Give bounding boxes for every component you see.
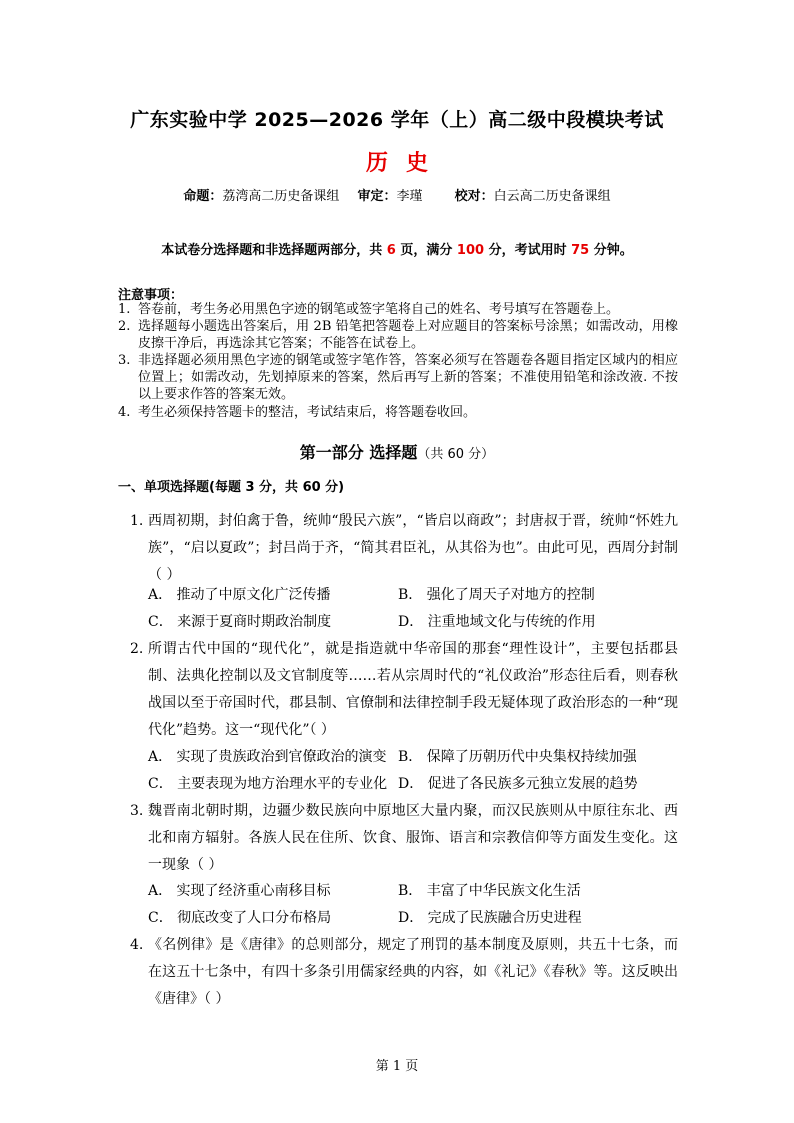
exam-title: 广东实验中学 2025—2026 学年（上）高二级中段模块考试 [130, 109, 664, 131]
notice-item-number: 1. [118, 302, 131, 317]
section-title [0, 440, 794, 463]
intro-text: 分，考试用时 [488, 243, 567, 258]
question-stem: 魏晋南北朝时期，边疆少数民族向中原地区大量内聚，而汉民族则从中原往东北、西北和南方辐射。各族人民在住所、饮食、服饰、语言和宗教信仰等方面发生变化。这一现象（ ） [148, 803, 678, 873]
credit-value-author: 荔湾高二历史备课组 [222, 189, 340, 204]
question [130, 798, 678, 879]
credit-label-reviewer: 审定： [357, 189, 397, 204]
question [130, 932, 678, 1013]
notice-heading: 注意事项： [118, 288, 184, 303]
intro-text: 本试卷分选择题和非选择题两部分，共 [161, 243, 383, 258]
credits-line [0, 185, 794, 204]
option-c[interactable]: C． 彻底改变了人口分布格局 [148, 910, 332, 926]
credit-label-author: 命题： [183, 189, 223, 204]
credit-value-proofreader: 白云高二历史备课组 [493, 189, 611, 204]
question [130, 636, 678, 744]
section-title-text: 第一部分 选择题 [299, 443, 418, 462]
notice-item [118, 404, 678, 421]
option-c[interactable]: C． 主要表现为地方治理水平的专业化 [148, 776, 388, 792]
intro-text: 页，满分 [400, 243, 453, 258]
question-stem: 西周初期，封伯禽于鲁，统帅“殷民六族”，“皆启以商政”；封唐叔于晋，统帅“怀姓九族”，“启以夏政”；封吕尚于齐，“简其君臣礼，从其俗为也”。由此可见，西周分封制（ ） [148, 513, 678, 583]
intro-text: 分钟。 [593, 243, 633, 258]
page-number: 第 1 页 [375, 1059, 419, 1074]
option-a[interactable]: A． 实现了贵族政治到官僚政治的演变 [148, 749, 387, 765]
subject-title: 历史 [365, 151, 446, 176]
option-d[interactable]: D． 促进了各民族多元独立发展的趋势 [398, 776, 638, 792]
option-b[interactable]: B． 丰富了中华民族文化生活 [398, 883, 581, 899]
notice-item-number: 2. [118, 319, 131, 334]
option-d[interactable]: D． 注重地域文化与传统的作用 [398, 614, 596, 630]
notice-item-text: 答卷前，考生务必用黑色字迹的钢笔或签字笔将自己的姓名、考号填写在答题卷上。 [138, 302, 620, 317]
option-d[interactable]: D． 完成了民族融合历史进程 [398, 910, 582, 926]
notice-item [118, 352, 678, 403]
section-note: （共 60 分） [417, 447, 495, 462]
notice-item-text: 非选择题必须用黑色字迹的钢笔或签字笔作答，答案必须写在答题卷各题目指定区域内的相应位置上；如需改动，先划掉原来的答案，然后再写上新的答案；不准使用铅笔和涂改液. 不按以上要求作答的答案无效。 [138, 353, 678, 402]
option-c[interactable]: C． 来源于夏商时期政治制度 [148, 614, 332, 630]
option-a[interactable]: A． 推动了中原文化广泛传播 [148, 587, 331, 603]
notice-item-number: 3. [118, 353, 131, 368]
option-b[interactable]: B． 强化了周天子对地方的控制 [398, 587, 595, 603]
part-title: 一、单项选择题(每题 3 分，共 60 分) [118, 480, 345, 495]
question [130, 508, 678, 589]
credit-value-reviewer: 李瑾 [396, 189, 423, 204]
question-number: 2. [130, 641, 144, 657]
question-number: 1. [130, 513, 144, 529]
intro-score: 100 [456, 243, 485, 258]
question-stem: 所谓古代中国的“现代化”，就是指造就中华帝国的那套“理性设计”，主要包括郡县制、法典化控制以及文官制度等……若从宗周时代的“礼仪政治”形态往后看，则春秋战国以至于帝国时代，郡县制、官僚制和法律控制手段无疑体现了政治形态的一种“现代化”趋势。这一“现代化”（ ） [148, 641, 678, 738]
credit-label-proofreader: 校对： [454, 189, 494, 204]
notice-item [118, 318, 678, 352]
intro-pages: 6 [386, 243, 396, 258]
notice-item-text: 考生必须保持答题卡的整洁，考试结束后，将答题卷收回。 [138, 405, 477, 420]
notice-item-text: 选择题每小题选出答案后，用 2B 铅笔把答题卷上对应题目的答案标号涂黑；如需改动，用橡皮擦干净后，再选涂其它答案；不能答在试卷上。 [138, 319, 678, 351]
intro-time: 75 [571, 243, 590, 258]
notice-item-number: 4. [118, 405, 131, 420]
question-number: 4. [130, 937, 144, 953]
notice-item [118, 301, 678, 318]
option-b[interactable]: B． 保障了历朝历代中央集权持续加强 [398, 749, 637, 765]
question-number: 3. [130, 803, 144, 819]
exam-intro [0, 239, 794, 258]
question-stem: 《名例律》是《唐律》的总则部分，规定了刑罚的基本制度及原则，共五十七条，而在这五十七条中，有四十多条引用儒家经典的内容，如《礼记》《春秋》等。这反映出《唐律》（ ） [148, 937, 678, 1007]
option-a[interactable]: A． 实现了经济重心南移目标 [148, 883, 331, 899]
